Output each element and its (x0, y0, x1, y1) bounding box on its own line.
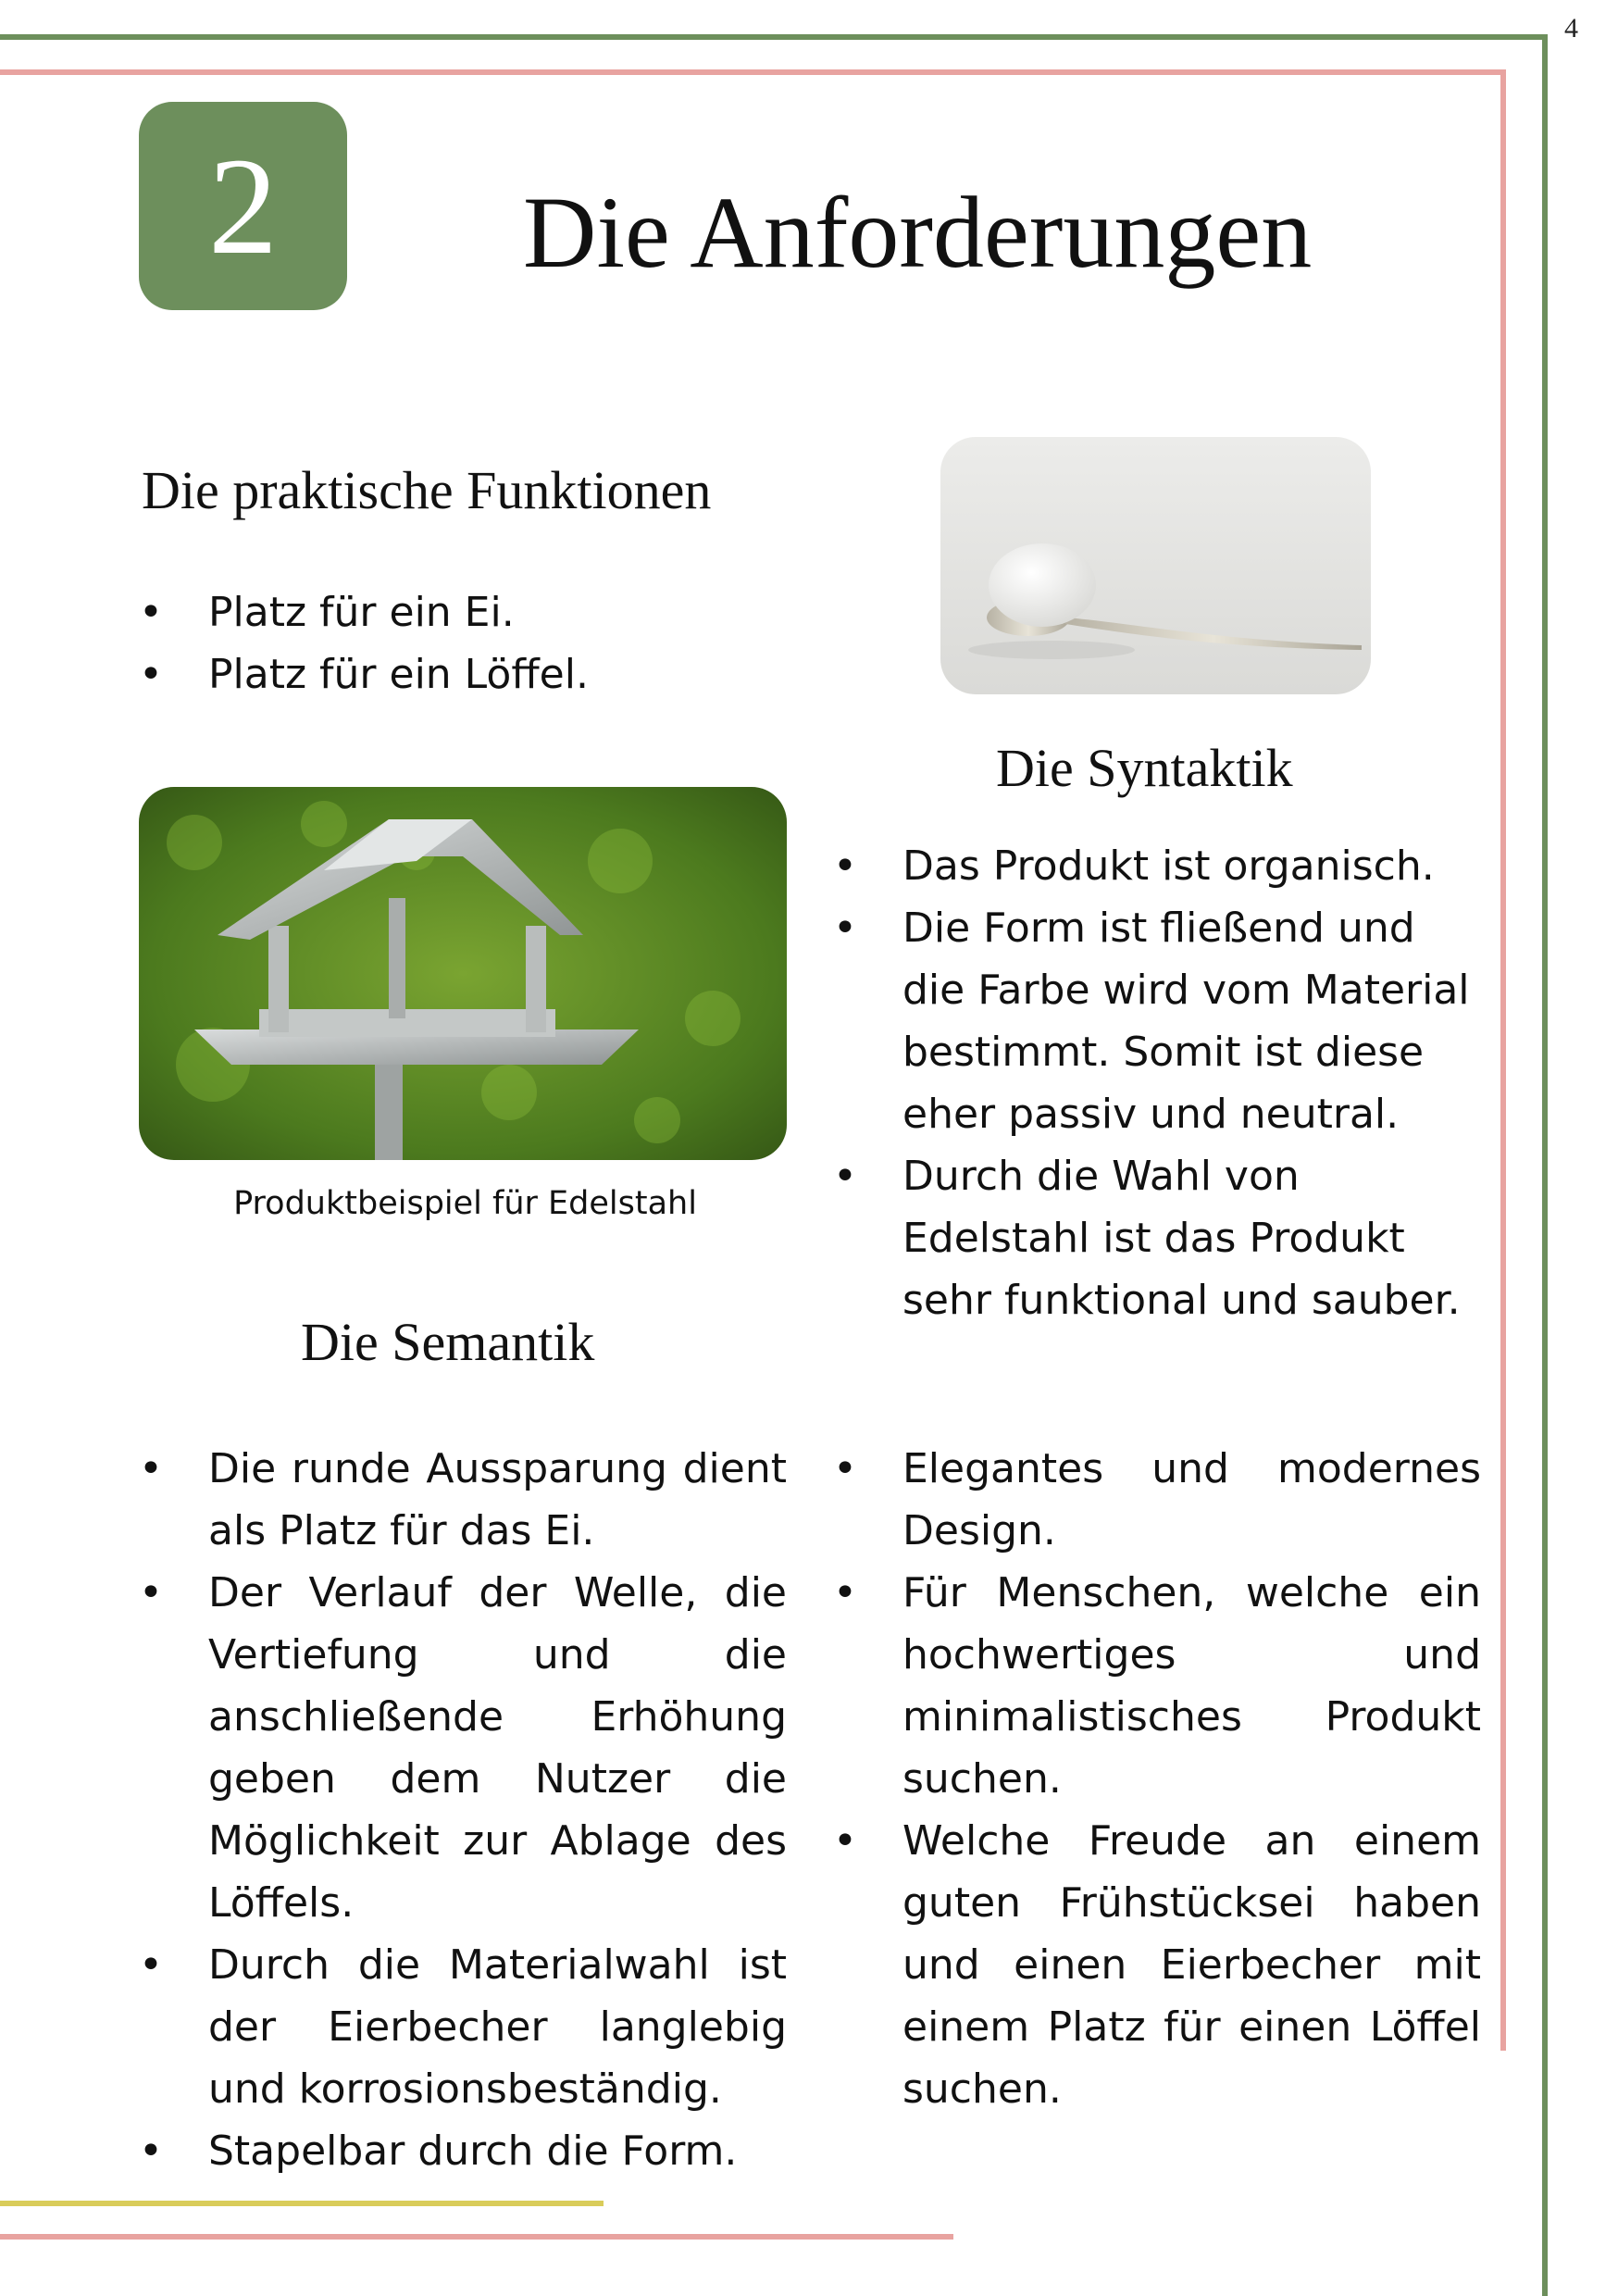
heading-praktische-funktionen: Die praktische Funktionen (142, 460, 712, 520)
photo-caption: Produktbeispiel für Edelstahl (233, 1185, 697, 1222)
page-title: Die Anforderungen (523, 176, 1313, 289)
list-item: • Der Verlauf der Welle, die Vertiefung und die anschließende Erhöhung geben dem Nutzer die Möglichkeit zur Ablage des Löffels. (139, 1562, 787, 1934)
heading-syntaktik: Die Syntaktik (996, 738, 1293, 798)
list-item: • Das Produkt ist organisch. (833, 835, 1481, 897)
list-item: • Die runde Aussparung dient als Platz für das Ei. (139, 1438, 787, 1562)
list-item: • Durch die Materialwahl ist der Eierbecher langlebig und korrosionsbeständig. (139, 1934, 787, 2120)
footer-yellow-line (0, 2201, 604, 2206)
list-item: • Elegantes und modernes Design. (833, 1438, 1481, 1562)
frame-right-green-line (1542, 34, 1548, 2296)
frame-top-pink-line (0, 69, 1506, 75)
praktisch-list (139, 581, 787, 705)
list-item: • Durch die Wahl von Edelstahl ist das Produkt sehr funktional und sauber. (833, 1145, 1481, 1331)
list-item: • Platz für ein Ei. (139, 581, 787, 643)
frame-top-green-line (0, 34, 1548, 40)
list-item: • Stapelbar durch die Form. (139, 2120, 787, 2182)
footer-pink-line (0, 2234, 953, 2240)
birdhouse-photo (139, 787, 787, 1160)
list-item: • Für Menschen, welche ein hochwertiges und minimalistisches Produkt suchen. (833, 1562, 1481, 1810)
list-item: • Platz für ein Löffel. (139, 643, 787, 705)
heading-semantik: Die Semantik (301, 1312, 595, 1372)
chapter-number-badge: 2 (139, 102, 347, 310)
syntaktik-list (833, 835, 1481, 1331)
frame-right-pink-line (1500, 69, 1506, 2051)
list-item: • Welche Freude an einem guten Frühstücksei haben und einen Eierbecher mit einem Platz für einen Löffel suchen. (833, 1810, 1481, 2120)
semantik-left-list (139, 1438, 787, 2182)
semantik-right-list (833, 1438, 1481, 2120)
birdhouse-illustration (139, 787, 787, 1160)
egg-spoon-photo (940, 437, 1371, 694)
page-number: 4 (1564, 13, 1578, 44)
egg-spoon-illustration (940, 437, 1371, 694)
list-item: • Die Form ist fließend und die Farbe wird vom Material bestimmt. Somit ist diese eher passiv und neutral. (833, 897, 1481, 1145)
